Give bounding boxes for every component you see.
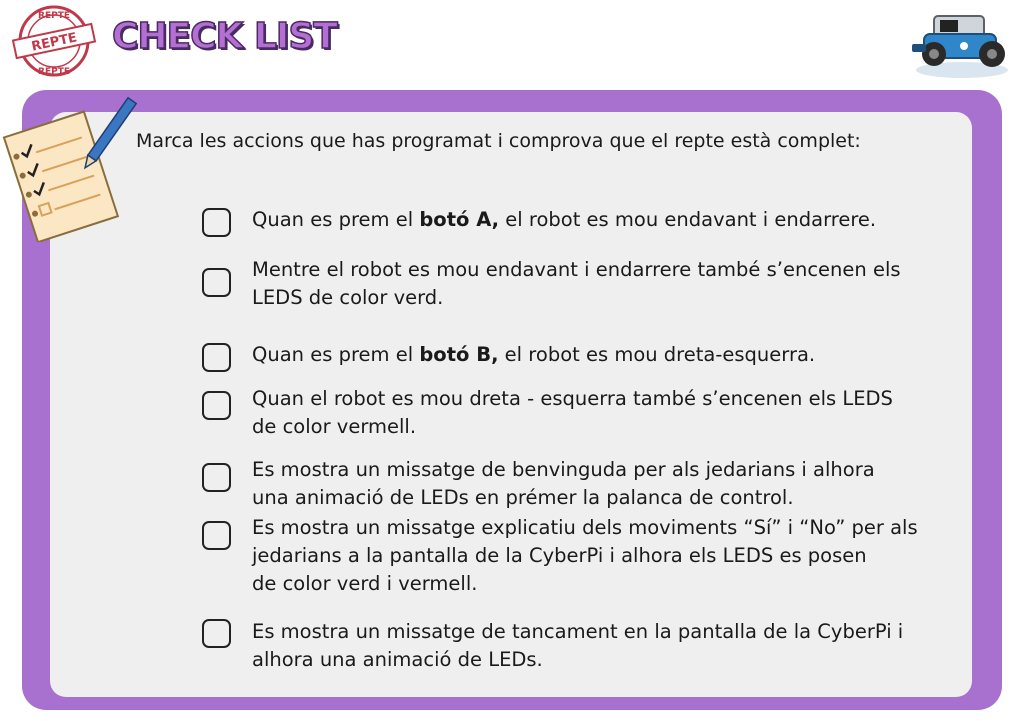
item-text: Quan es prem el botó A, el robot es mou endavant i endarrere. [252, 208, 877, 231]
item-text: Es mostra un missatge de tancament en la pantalla de la CyberPi i alhora una animació de LEDs. [252, 620, 904, 671]
svg-text:REPTE: REPTE [38, 11, 70, 21]
item-text: Es mostra un missatge de benvinguda per als jedarians i alhora una animació de LEDs en prémer la palanca de control. [252, 458, 875, 509]
checklist-notepad-icon [0, 94, 140, 242]
checkbox[interactable] [202, 343, 231, 372]
instruction-text: Marca les accions que has programat i comprova que el repte està complet: [136, 130, 861, 152]
svg-text:REPTE: REPTE [38, 67, 70, 77]
checkbox[interactable] [202, 391, 231, 420]
svg-text:REPTE: REPTE [30, 30, 79, 55]
robot-icon [904, 8, 1012, 84]
page-title: CHECK LIST [112, 16, 337, 57]
checkbox[interactable] [202, 268, 231, 297]
checkbox[interactable] [202, 521, 231, 550]
item-text: Quan el robot es mou dreta - esquerra també s’encenen els LEDS de color vermell. [252, 387, 893, 438]
repte-stamp-icon [8, 2, 100, 80]
checkbox[interactable] [202, 619, 231, 648]
item-text: Es mostra un missatge explicatiu dels moviments “Sí” i “No” per als jedarians a la pantalla de la CyberPi i alhora els LEDS es posen de color verd i vermell. [252, 516, 918, 595]
item-text: Quan es prem el botó B, el robot es mou dreta-esquerra. [252, 343, 816, 366]
checkbox[interactable] [202, 463, 231, 492]
item-text: Mentre el robot es mou endavant i endarrere també s’encenen els LEDS de color verd. [252, 258, 901, 309]
checkbox[interactable] [202, 208, 231, 237]
